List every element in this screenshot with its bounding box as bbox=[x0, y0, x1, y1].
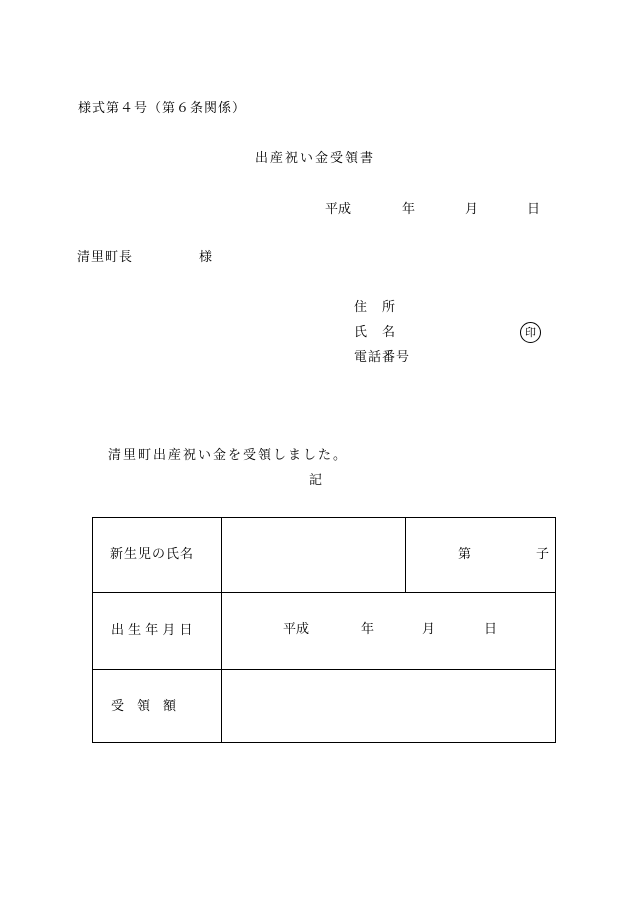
newborn-name-value bbox=[223, 518, 403, 592]
phone-label: 電話番号 bbox=[354, 350, 411, 365]
date-month: 月 bbox=[465, 202, 479, 217]
name-label: 氏 名 bbox=[354, 325, 397, 340]
birth-date-era: 平成 bbox=[283, 622, 310, 637]
seal-mark: 印 bbox=[520, 322, 541, 343]
newborn-name-label: 新生児の氏名 bbox=[110, 547, 195, 562]
birth-date-year: 年 bbox=[361, 622, 375, 637]
ki-mark: 記 bbox=[309, 473, 323, 488]
birth-order-suffix: 子 bbox=[536, 547, 550, 562]
form-number: 様式第４号（第６条関係） bbox=[78, 101, 247, 116]
date-era: 平成 bbox=[325, 202, 352, 217]
date-day: 日 bbox=[527, 202, 541, 217]
birth-date-day: 日 bbox=[484, 622, 498, 637]
addressee-honorific: 様 bbox=[199, 250, 213, 265]
document-title: 出産祝い金受領書 bbox=[255, 151, 376, 166]
statement: 清里町出産祝い金を受領しました。 bbox=[108, 448, 349, 463]
birth-order-prefix: 第 bbox=[458, 547, 472, 562]
addressee-name: 清里町長 bbox=[77, 250, 134, 265]
date-year: 年 bbox=[402, 202, 416, 217]
birth-date-label: 出 生 年 月 日 bbox=[111, 623, 193, 638]
address-label: 住 所 bbox=[354, 300, 397, 315]
table-column-divider bbox=[405, 518, 406, 592]
received-amount-value bbox=[223, 671, 553, 741]
birth-date-month: 月 bbox=[422, 622, 436, 637]
table-column-divider bbox=[221, 518, 222, 742]
received-amount-label: 受 領 額 bbox=[111, 699, 177, 714]
table-row-divider bbox=[93, 592, 555, 593]
table-row-divider bbox=[93, 669, 555, 670]
receipt-table bbox=[92, 517, 556, 743]
